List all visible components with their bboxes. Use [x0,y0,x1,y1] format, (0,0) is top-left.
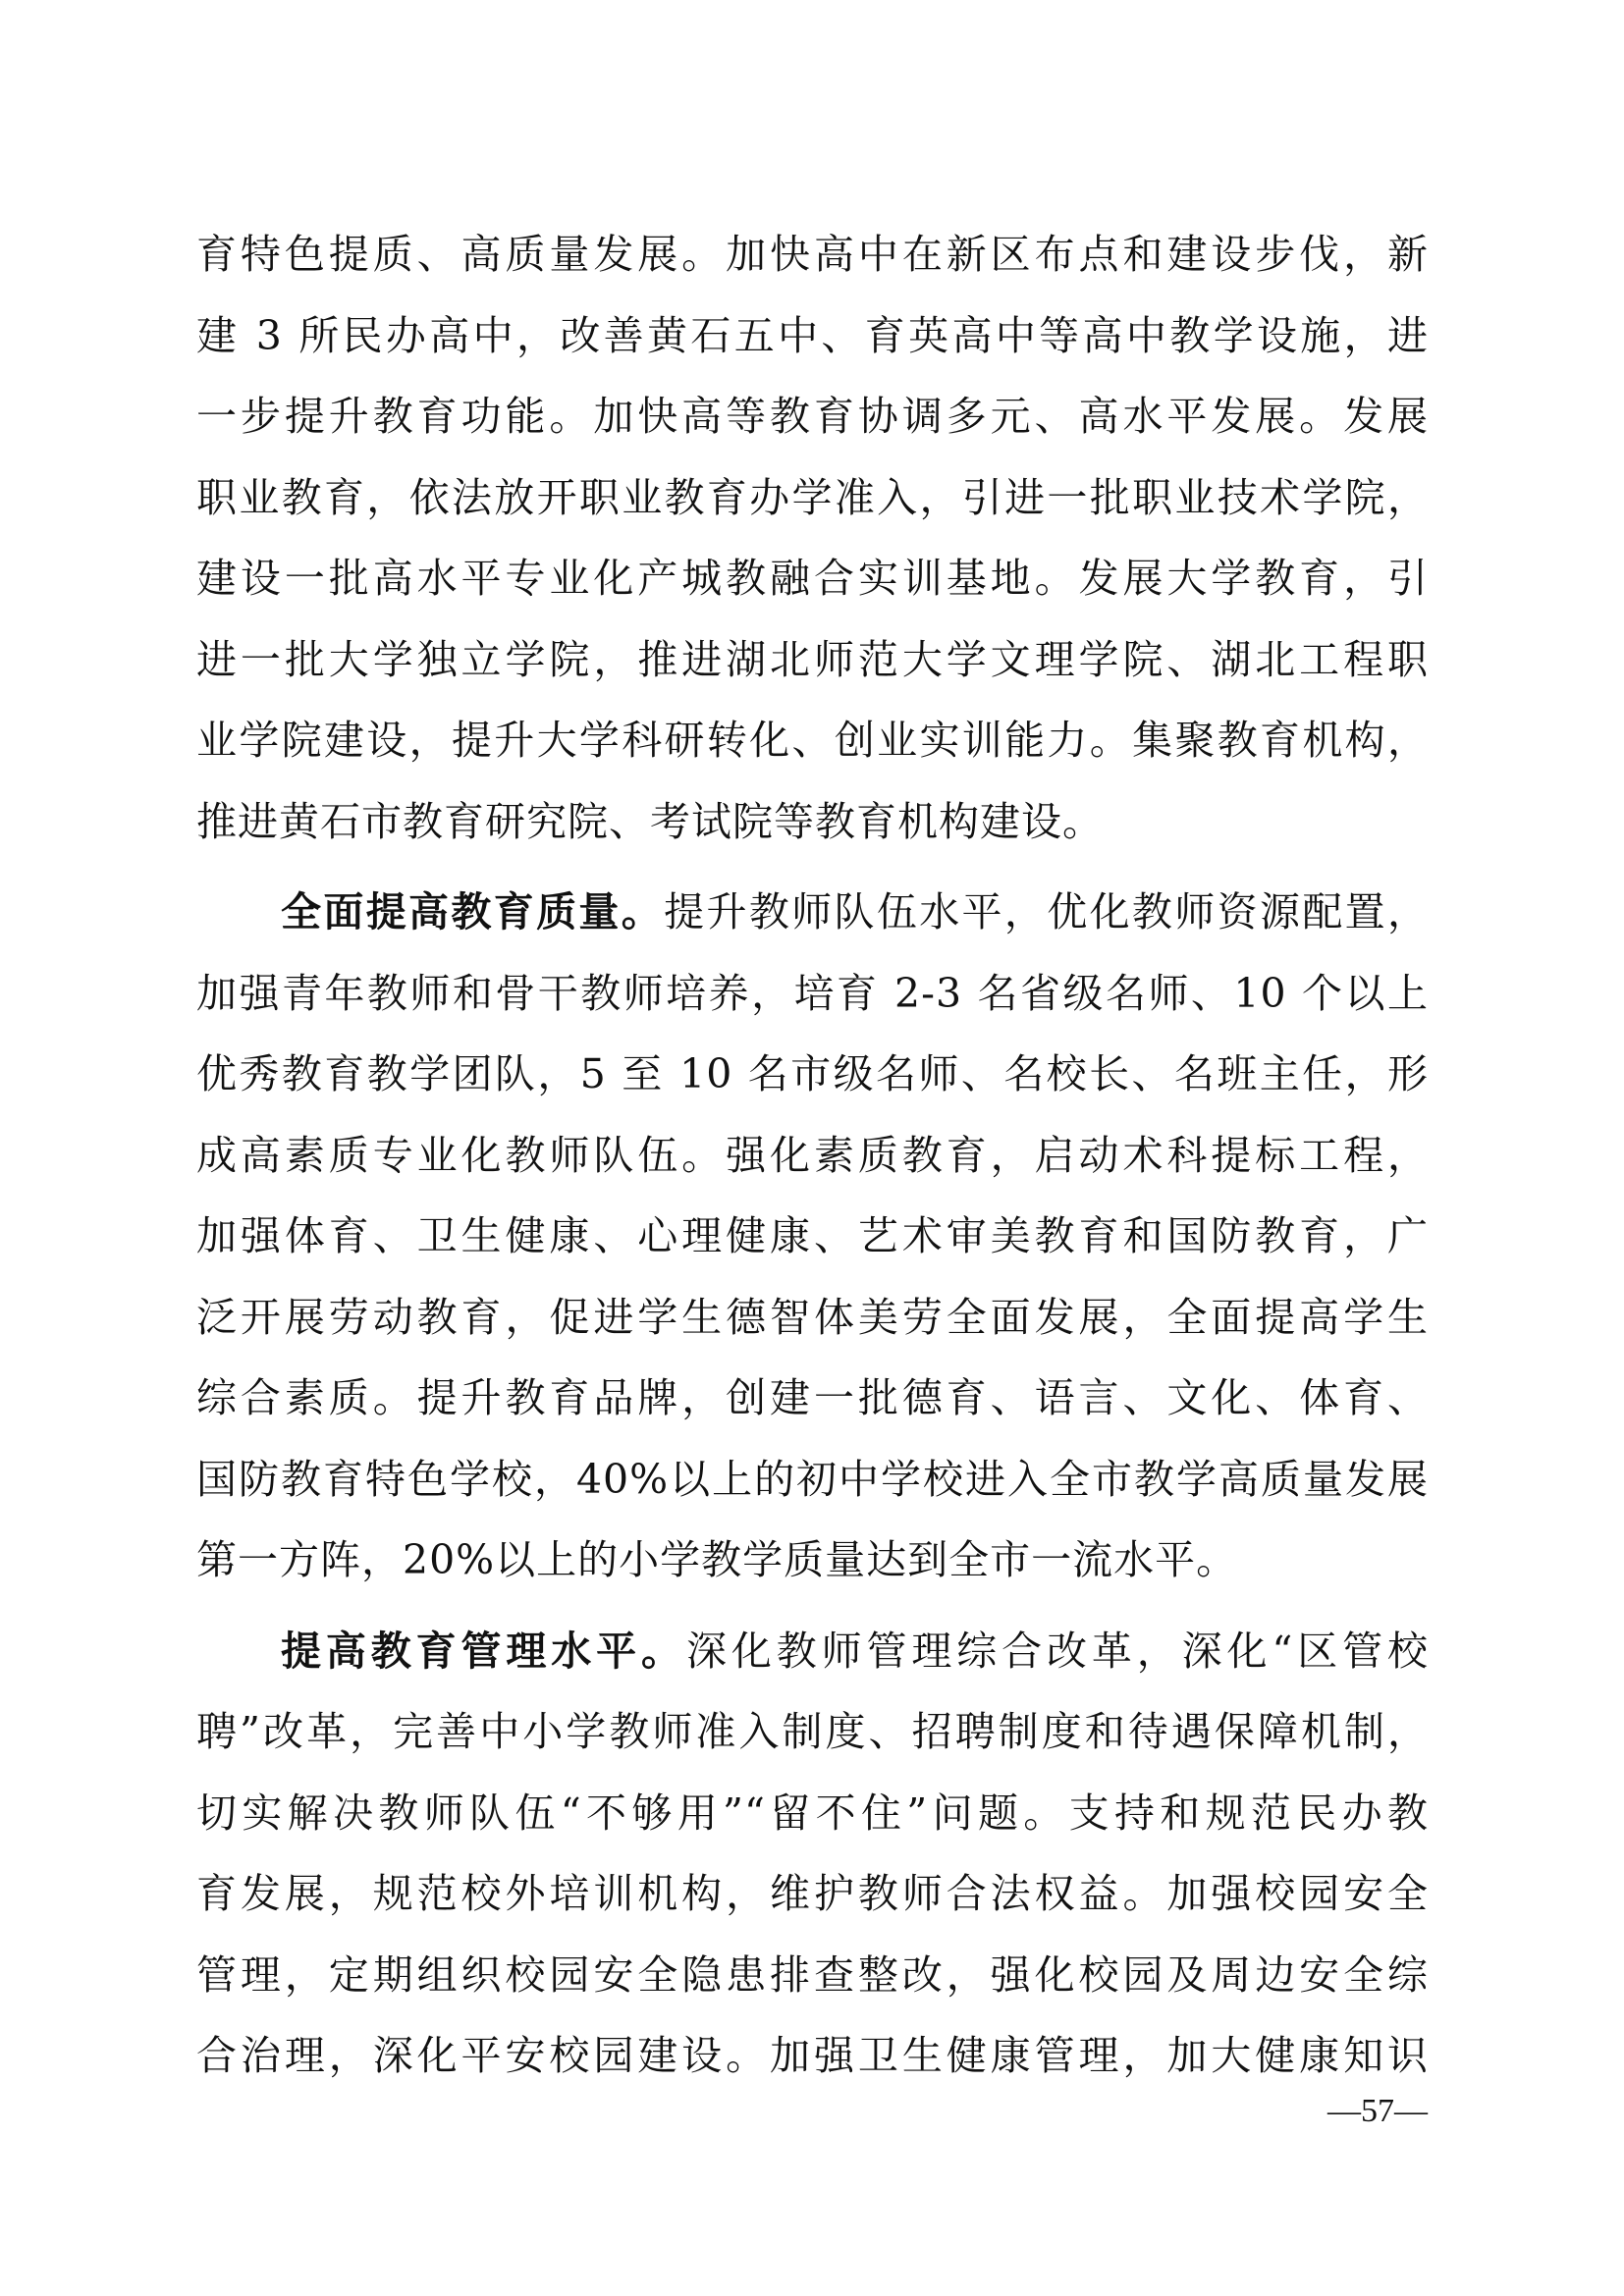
text-line: 一步提升教育功能。加快高等教育协调多元、高水平发展。发展 [196,393,1429,440]
text-line: 优秀教育教学团队，5 至 10 名市级名师、名校长、名班主任，形 [196,1050,1429,1097]
text-line: 职业教育，依法放开职业教育办学准入，引进一批职业技术学院， [196,473,1429,521]
paragraph-2 [196,872,1429,1601]
paragraph-heading: 提高教育管理水平。 [281,1627,686,1675]
text-line: 综合素质。提升教育品牌，创建一批德育、语言、文化、体育、 [196,1374,1429,1421]
text-run: 深化教师管理综合改革，深化“区管校 [685,1627,1429,1675]
text-line: 业学院建设，提升大学科研转化、创业实训能力。集聚教育机构， [196,717,1429,764]
document-body [196,214,1429,2107]
paragraph-3 [196,1611,1429,2097]
text-line: 加强青年教师和骨干教师培养，培育 2-3 名省级名师、10 个以上 [196,969,1429,1017]
text-line: 建 3 所民办高中，改善黄石五中、育英高中等高中教学设施，进 [196,311,1429,359]
text-line-first [196,872,1429,953]
text-run: 提升教师队伍水平，优化教师资源配置， [664,888,1430,935]
text-line: 加强体育、卫生健康、心理健康、艺术审美教育和国防教育，广 [196,1212,1429,1259]
text-line: 推进黄石市教育研究院、考试院等教育机构建设。 [196,797,1104,845]
text-line: 切实解决教师队伍“不够用”“留不住”问题。支持和规范民办教 [196,1789,1429,1837]
text-line-first [196,1611,1429,1692]
text-line: 泛开展劳动教育，促进学生德智体美劳全面发展，全面提高学生 [196,1293,1429,1341]
text-line: 聘”改革，完善中小学教师准入制度、招聘制度和待遇保障机制， [196,1708,1429,1755]
page-number: —57— [1327,2093,1428,2129]
text-line: 进一批大学独立学院，推进湖北师范大学文理学院、湖北工程职 [196,635,1429,683]
paragraph-heading: 全面提高教育质量。 [281,888,665,935]
text-line: 合治理，深化平安校园建设。加强卫生健康管理，加大健康知识 [196,2032,1429,2079]
text-line: 建设一批高水平专业化产城教融合实训基地。发展大学教育，引 [196,555,1429,602]
text-line: 管理，定期组织校园安全隐患排查整改，强化校园及周边安全综 [196,1950,1429,1999]
text-line: 国防教育特色学校，40%以上的初中学校进入全市教学高质量发展 [196,1455,1429,1503]
text-line: 第一方阵，20%以上的小学教学质量达到全市一流水平。 [196,1536,1238,1583]
text-line: 育特色提质、高质量发展。加快高中在新区布点和建设步伐，新 [196,231,1429,278]
paragraph-1 [196,214,1429,862]
text-line: 成高素质专业化教师队伍。强化素质教育，启动术科提标工程， [196,1131,1429,1179]
text-line: 育发展，规范校外培训机构，维护教师合法权益。加强校园安全 [196,1870,1429,1917]
